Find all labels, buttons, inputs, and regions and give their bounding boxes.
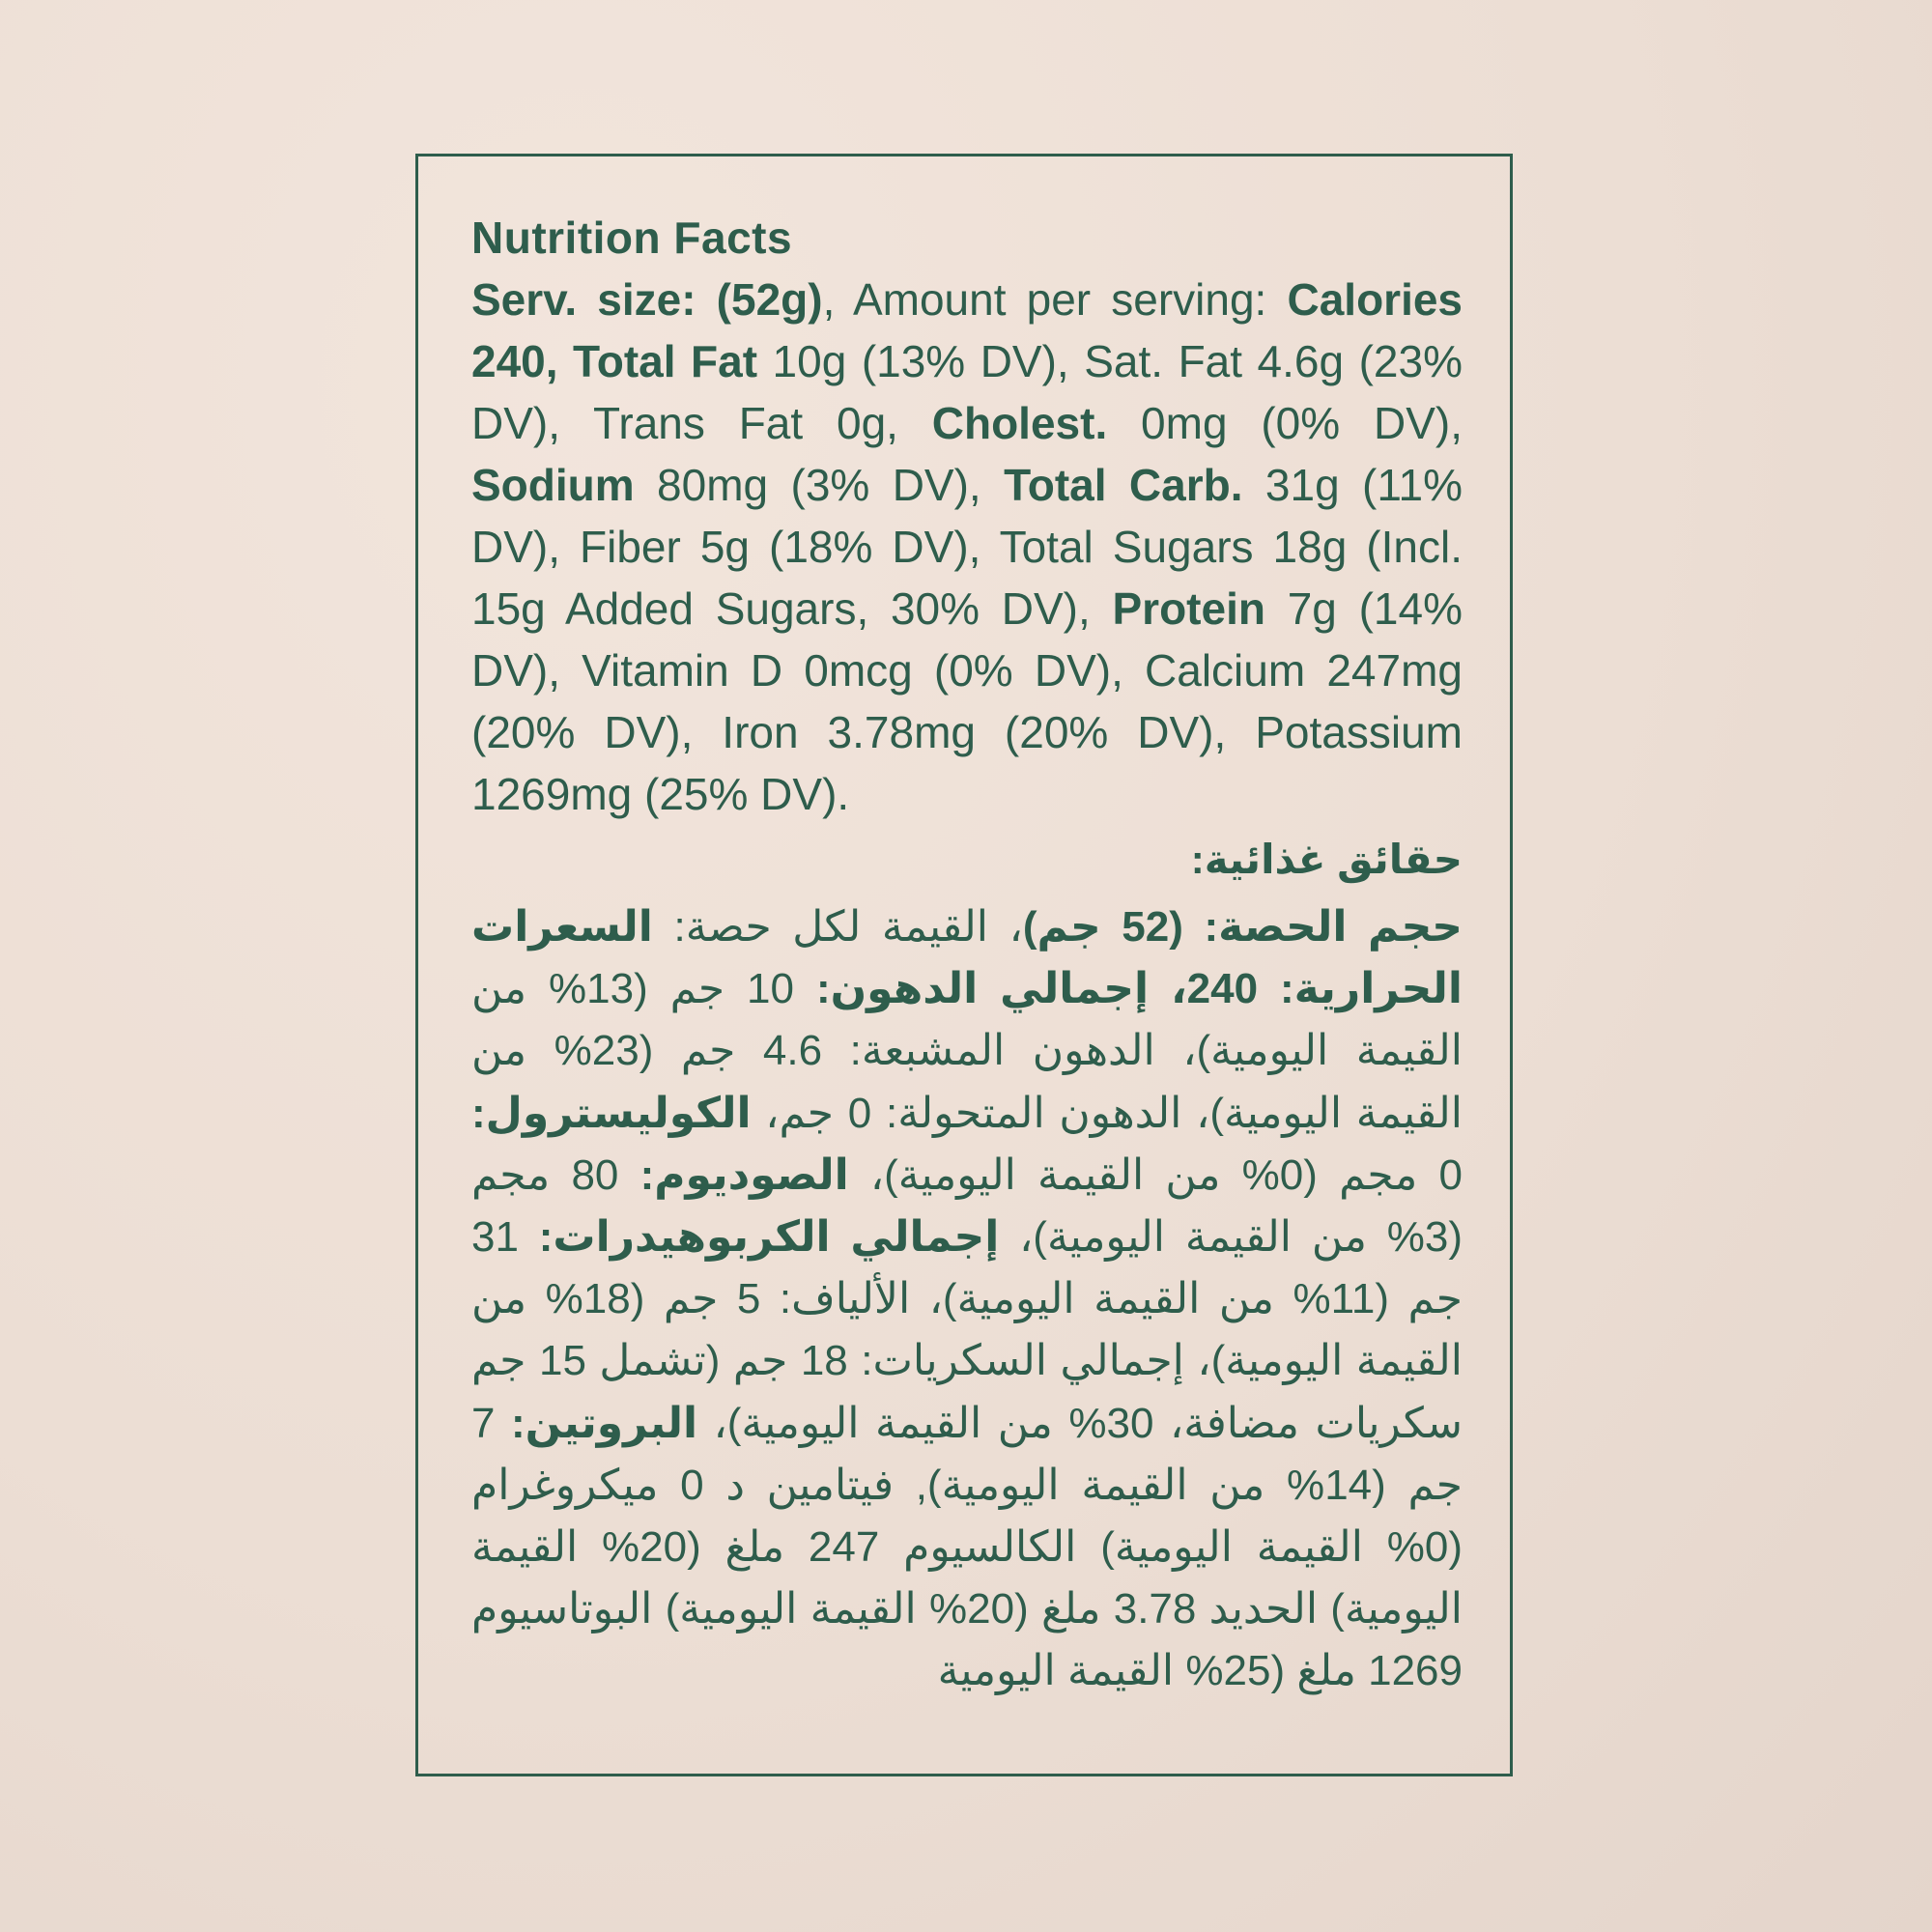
english-sodium-text: 80mg (3% DV), [634, 460, 1005, 510]
arabic-title: حقائق غذائية: [1190, 837, 1463, 882]
arabic-protein-text: 7 جم (14% من القيمة اليومية), فيتامين د 0 ميكروغرام (0% القيمة اليومية) الكالسيوم 247 ملغ (20% القيمة اليومية) الحديد 3.78 ملغ (20% القيمة اليومية) البوتاسيوم 1269 ملغ (25% القيمة اليومية [471, 1399, 1463, 1695]
arabic-sodium-text: 80 مجم (3% من القيمة اليومية)، [471, 1151, 1463, 1262]
nutrition-label-content [471, 207, 1463, 1703]
english-nutrition-text [471, 269, 1463, 825]
english-fat-text: 10g (13% DV), Sat. Fat 4.6g (23% DV), Trans Fat 0g, [471, 336, 1463, 448]
arabic-nutrition-text [471, 896, 1463, 1703]
english-serving-size-text: , Amount per serving: [822, 274, 1288, 325]
nutrition-label-frame [415, 154, 1513, 1776]
english-calories-label: Calories 240, Total Fat [471, 274, 1463, 386]
english-serving-size-label: Serv. size: (52g) [471, 274, 823, 325]
english-protein-label: Protein [1112, 583, 1265, 634]
arabic-carb-text: 31 جم (11% من القيمة اليومية)، الألياف: 5 جم (18% من القيمة اليومية)، إجمالي السكريات: 18 جم (تشمل 15 جم سكريات مضافة، 30% من القيمة اليومية)، [471, 1213, 1463, 1447]
english-cholesterol-text: 0mg (0% DV), [1107, 398, 1463, 448]
arabic-calories-label: السعرات الحرارية: 240، إجمالي الدهون: [471, 903, 1463, 1013]
arabic-serving-size-text: ، القيمة لكل حصة: [652, 903, 1023, 951]
arabic-carb-label: إجمالي الكربوهيدرات: [538, 1213, 1000, 1262]
arabic-serving-size-label: حجم الحصة: (52 جم) [1022, 903, 1463, 951]
english-sodium-label: Sodium [471, 460, 635, 510]
arabic-sodium-label: الصوديوم: [639, 1151, 849, 1199]
arabic-cholesterol-text: 0 مجم (0% من القيمة اليومية)، [848, 1151, 1463, 1199]
english-carb-label: Total Carb. [1004, 460, 1243, 510]
arabic-protein-label: البروتين: [511, 1399, 698, 1447]
english-cholesterol-label: Cholest. [931, 398, 1108, 448]
english-title: Nutrition Facts [471, 213, 793, 263]
arabic-fat-text: 10 جم (13% من القيمة اليومية)، الدهون المشبعة: 4.6 جم (23% من القيمة اليومية)، الدهون المتحولة: 0 جم، [471, 965, 1463, 1137]
arabic-cholesterol-label: الكوليسترول: [471, 1089, 752, 1137]
english-carb-text: 31g (11% DV), Fiber 5g (18% DV), Total Sugars 18g (Incl. 15g Added Sugars, 30% DV), [471, 460, 1463, 634]
english-protein-text: 7g (14% DV), Vitamin D 0mcg (0% DV), Calcium 247mg (20% DV), Iron 3.78mg (20% DV), Potassium 1269mg (25% DV). [471, 583, 1463, 819]
